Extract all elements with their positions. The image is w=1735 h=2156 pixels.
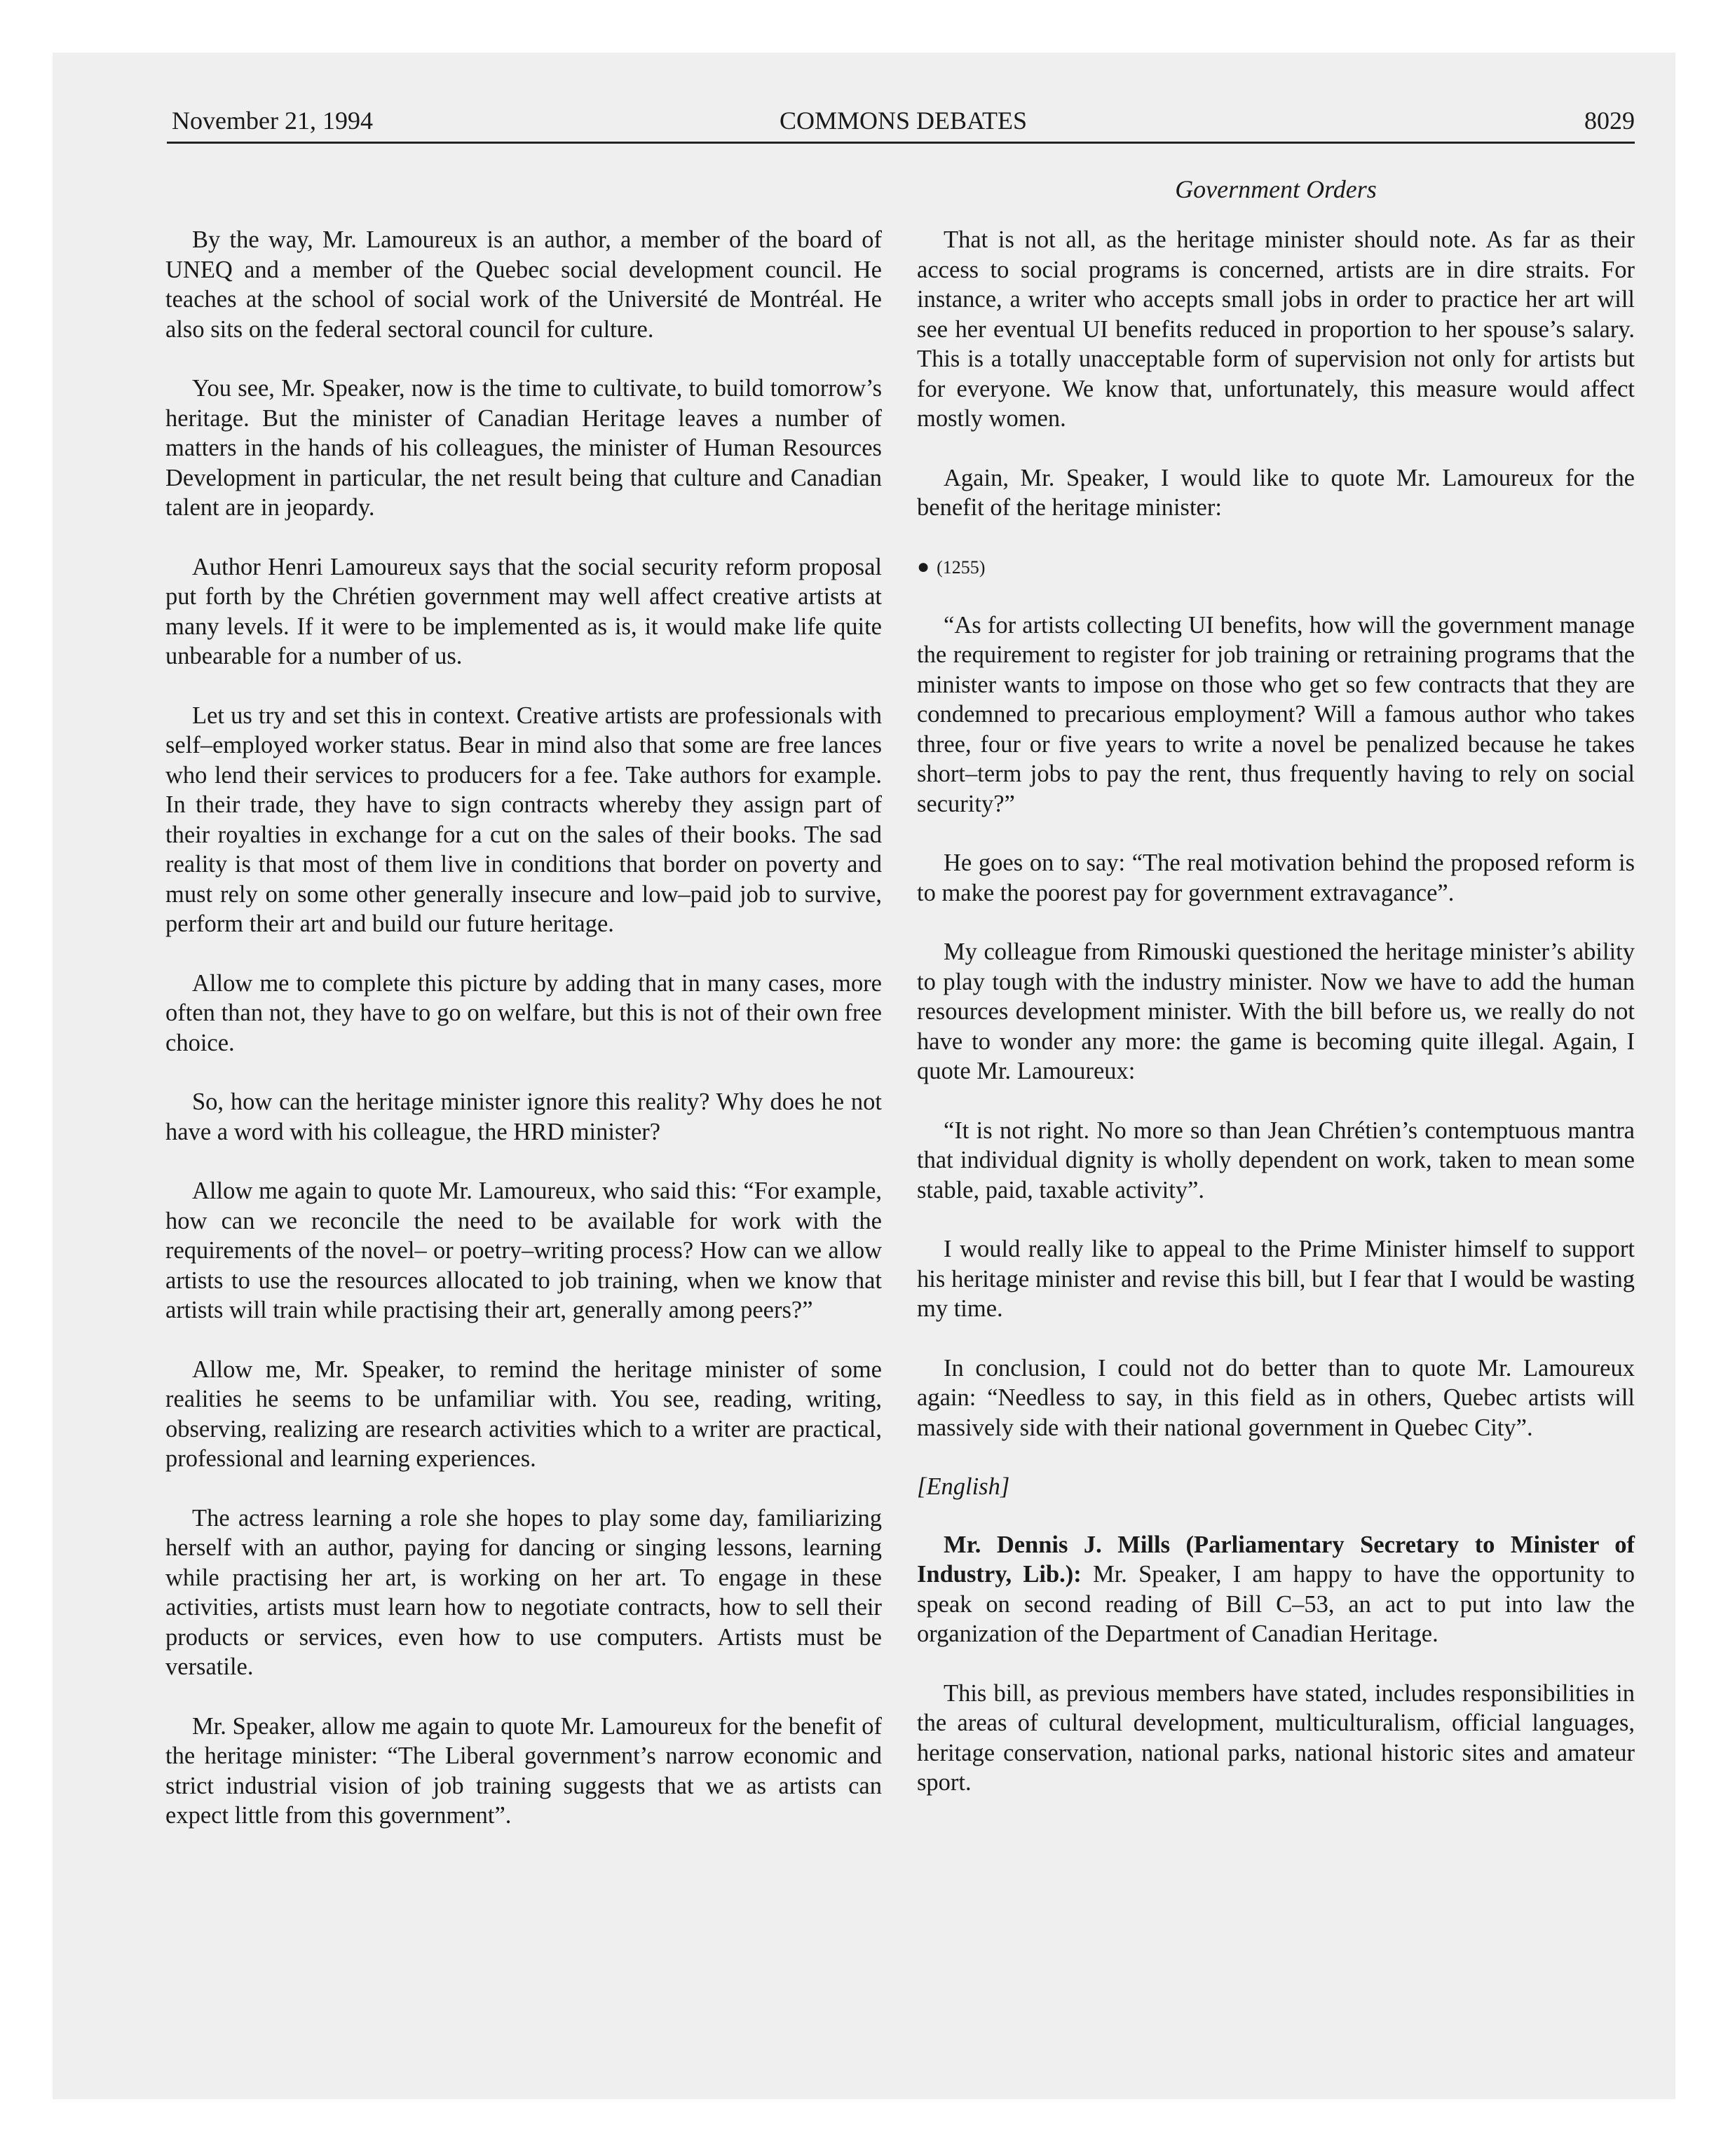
paragraph: He goes on to say: “The real motivation behind the proposed reform is to make the poorest pay for government extravagance”. [917, 850, 1635, 906]
section-heading: Government Orders [1175, 175, 1377, 203]
paragraph: You see, Mr. Speaker, now is the time to cultivate, to build tomorrow’s heritage. But the minister of Canadian Heritage leaves a number of matters in the hands of his colleagues, the minister of Human Resources Development in particular, the net result being that culture and Canadian talent are in jeopardy. [165, 375, 882, 521]
page-header [172, 102, 1635, 139]
header-date: November 21, 1994 [172, 107, 373, 135]
speech-text: Mr. Speaker, I am happy to have the opportunity to speak on second reading of Bill C–53, an act to put into law the organization of the Department of Canadian Heritage. [917, 1561, 1635, 1647]
time-marker-label: (1255) [937, 557, 986, 578]
paragraph: Mr. Speaker, allow me again to quote Mr. Lamoureux for the benefit of the heritage minister: “The Liberal government’s narrow economic and strict industrial vision of job training suggests that we as artists can expect little from this government”. [165, 1712, 882, 1829]
quote-paragraph: “It is not right. No more so than Jean Chrétien’s contemptuous mantra that individual dignity is wholly dependent on work, taken to mean some stable, paid, taxable activity”. [917, 1117, 1635, 1203]
paragraph: So, how can the heritage minister ignore this reality? Why does he not have a word with his colleague, the HRD minister? [165, 1089, 882, 1145]
paragraph: In conclusion, I could not do better than to quote Mr. Lamoureux again: “Needless to say, in this field as in others, Quebec artists will massively side with their national government in Quebec City”. [917, 1354, 1635, 1441]
header-page-number: 8029 [1584, 107, 1635, 135]
paragraph: This bill, as previous members have stated, includes responsibilities in the areas of cultural development, multiculturalism, official languages, heritage conservation, national parks, national historic sites and amateur sport. [917, 1679, 1635, 1796]
header-publication: COMMONS DEBATES [779, 107, 1028, 135]
speaker-name: Mr. Dennis J. Mills (Parliamentary Secretary to Minister of Industry, Lib.): [917, 1531, 1635, 1588]
quote-paragraph: “As for artists collecting UI benefits, how will the government manage the requirement to register for job training or retraining programs that the minister wants to impose on those who get so few contracts that they are condemned to precarious employment? Will a famous author who takes three, four or five years to write a novel be penalized because he takes short–term jobs to pay the rent, thus frequently having to rely on social security?” [917, 611, 1635, 817]
paragraph: I would really like to appeal to the Prime Minister himself to support his heritage minister and revise this bill, but I fear that I would be wasting my time. [917, 1236, 1635, 1322]
speaker-paragraph [917, 1530, 1635, 1649]
paragraph: The actress learning a role she hopes to play some day, familiarizing herself with an author, paying for dancing or singing lessons, learning while practising her art, is working on her art. To engage in these activities, artists must learn how to negotiate contracts, how to sell their products or services, even how to use computers. Artists must be versatile. [165, 1504, 882, 1680]
paragraph: That is not all, as the heritage minister should note. As far as their access to social programs is concerned, artists are in dire straits. For instance, a writer who accepts small jobs in order to practice her art will see her eventual UI benefits reduced in proportion to her spouse’s salary. This is a totally unacceptable form of supervision not only for artists but for everyone. We know that, unfortunately, this measure would affect mostly women. [917, 226, 1635, 432]
paragraph: Allow me to complete this picture by adding that in many cases, more often than not, they have to go on welfare, but this is not of their own free choice. [165, 969, 882, 1056]
language-marker: [ English ] [917, 1472, 1635, 1502]
paragraph: My colleague from Rimouski questioned the heritage minister’s ability to play tough with the industry minister. Now we have to add the human resources development minister. With the bill before us, we really do not have to wonder any more: the game is becoming quite illegal. Again, I quote Mr. Lamoureux: [917, 939, 1635, 1084]
paragraph: Again, Mr. Speaker, I would like to quote Mr. Lamoureux for the benefit of the heritage minister: [917, 464, 1635, 521]
header-rule [167, 142, 1635, 144]
right-column [917, 225, 1635, 1827]
paragraph: Author Henri Lamoureux says that the social security reform proposal put forth by the Chrétien government may well affect creative artists at many levels. If it were to be implemented as is, it would make life quite unbearable for a number of us. [165, 553, 882, 669]
left-column [165, 225, 882, 1860]
paragraph: Allow me, Mr. Speaker, to remind the heritage minister of some realities he seems to be unfamiliar with. You see, reading, writing, observing, realizing are research activities which to a writer are practical, professional and learning experiences. [165, 1356, 882, 1472]
paragraph: Let us try and set this in context. Creative artists are professionals with self–employed worker status. Bear in mind also that some are free lances who lend their services to producers for a fee. Take authors for example. In their trade, they have to sign contracts whereby they assign part of their royalties in exchange for a cut on the sales of their books. The sad reality is that most of them live in conditions that border on poverty and must rely on some other generally insecure and low–paid job to survive, perform their art and build our future heritage. [165, 702, 882, 937]
paragraph: By the way, Mr. Lamoureux is an author, a member of the board of UNEQ and a member of the Quebec social development council. He teaches at the school of social work of the Université de Montréal. He also sits on the federal sectoral council for culture. [165, 226, 882, 343]
paragraph: Allow me again to quote Mr. Lamoureux, who said this: “For example, how can we reconcile the need to be available for work with the requirements of the novel– or poetry–writing process? How can we allow artists to use the resources allocated to job training, when we know that artists will train while practising their art, generally among peers?” [165, 1178, 882, 1323]
bullet-icon: ● [917, 554, 930, 578]
time-marker [917, 552, 1635, 582]
